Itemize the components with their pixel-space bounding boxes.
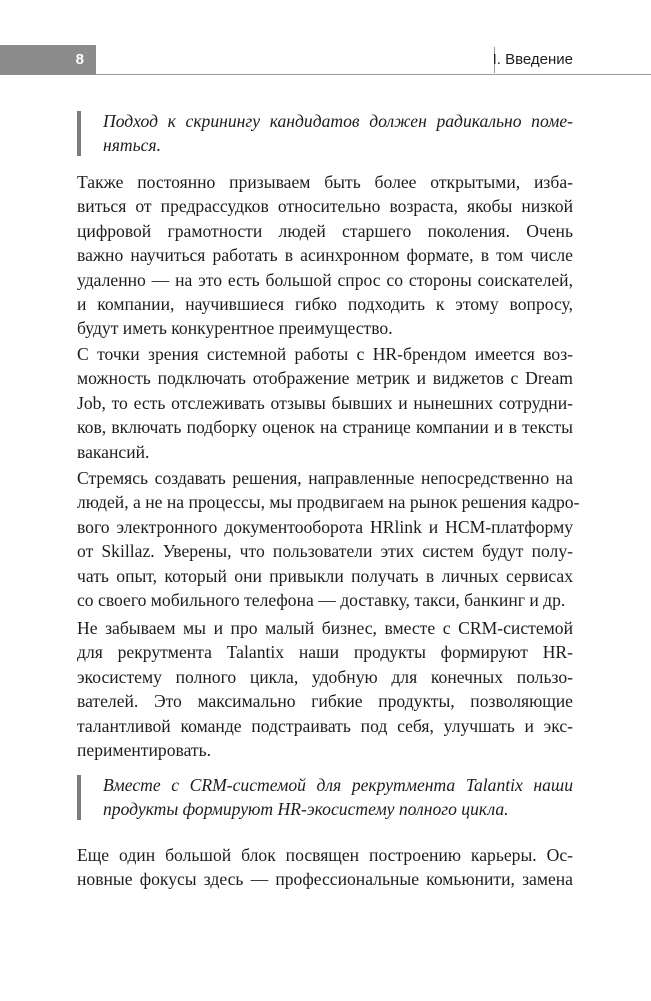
quote-bar (77, 111, 81, 156)
text-line: вателей. Это максимально гибкие продукты, позволяющие (77, 691, 573, 712)
page-header (0, 45, 651, 75)
paragraph-career (77, 843, 573, 892)
text-line: вакансий. (77, 441, 150, 462)
quote-line: Вместе с CRM-системой для рекрутмента Talantix наши (103, 775, 573, 795)
text-line: виться от предрассудков относительно возраста, якобы низкой (77, 196, 573, 217)
text-line: людей, а не на процессы, мы продвигаем на рынок решения кадро- (77, 492, 580, 513)
text-line: Не забываем мы и про малый бизнес, вместе с CRM-системой (77, 618, 573, 638)
paragraph-small-business (77, 616, 573, 762)
quote-line: Подход к скринингу кандидатов должен радикально поме- (103, 111, 573, 131)
text-line: со своего мобильного телефона — доставку, такси, банкинг и др. (77, 590, 566, 611)
paragraph-openness (77, 170, 573, 341)
text-line: можность подключать отображение метрик и виджетов с Dream (77, 368, 573, 389)
text-line: чать опыт, который они привыкли получать в личных сервисах (77, 565, 573, 586)
text-line: новные фокусы здесь — профессиональные комьюнити, замена (77, 869, 573, 890)
text-line: ков, включать подборку оценок на странице компании и в тексты (77, 417, 573, 438)
paragraph-hr-brand (77, 342, 573, 464)
page-number: 8 (0, 45, 96, 75)
text-line: цифровой грамотности людей старшего поколения. Очень (77, 220, 573, 241)
text-line: Job, то есть отслеживать отзывы бывших и нынешних сотрудни- (77, 392, 573, 413)
text-line: от Skillaz. Уверены, что пользователи этих систем будут полу- (77, 541, 573, 562)
text-line: периментировать. (77, 740, 212, 761)
pull-quote-talantix (77, 773, 573, 822)
text-line: Стремясь создавать решения, направленные непосредственно на (77, 468, 573, 488)
text-line: будут иметь конкурентное преимущество. (77, 318, 393, 339)
text-line: и компании, научившиеся гибко подходить к этому вопросу, (77, 294, 573, 315)
text-line: С точки зрения системной работы с HR-брендом имеется воз- (77, 344, 573, 364)
text-line: талантливой команде подстраивать под себя, улучшать и экс- (77, 715, 573, 736)
chapter-title: I. Введение (492, 51, 573, 68)
text-line: экосистему полного цикла, удобную для конечных пользо- (77, 666, 573, 687)
text-line: Также постоянно призываем быть более открытыми, изба- (77, 172, 573, 192)
pull-quote-screening (77, 109, 573, 158)
text-line: удаленно — на это есть большой спрос со стороны соискателей, (77, 269, 573, 290)
paragraph-solutions (77, 466, 580, 612)
text-line: вого электронного документооборота HRlink и HCM-платформу (77, 516, 573, 537)
text-line: для рекрутмента Talantix наши продукты формируют HR- (77, 642, 573, 663)
text-line: Еще один большой блок посвящен построению карьеры. Ос- (77, 845, 573, 865)
text-line: важно научиться работать в асинхронном формате, в том числе (77, 245, 573, 266)
quote-line: няться. (103, 135, 162, 156)
quote-line: продукты формируют HR-экосистему полного цикла. (103, 799, 509, 820)
quote-bar (77, 775, 81, 820)
